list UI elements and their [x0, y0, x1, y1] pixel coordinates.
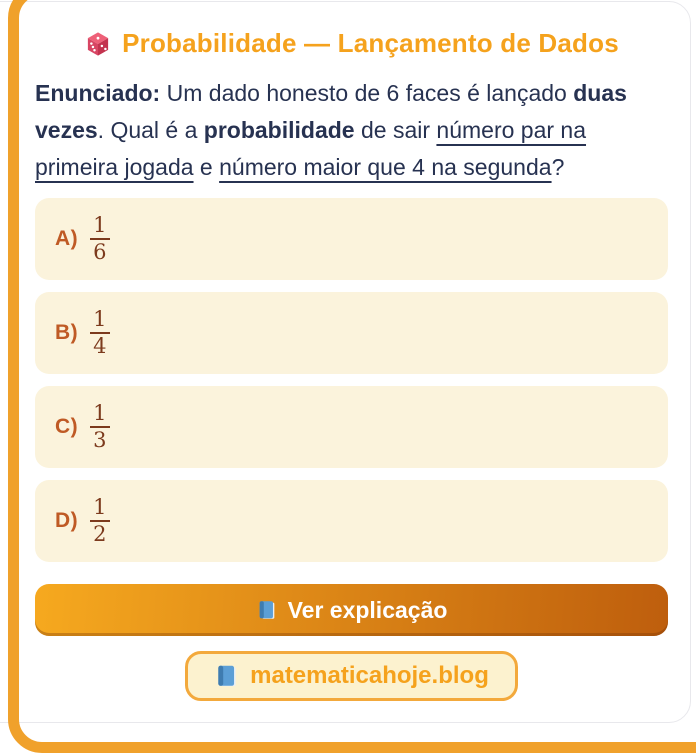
question-segment: probabilidade — [203, 117, 355, 143]
fraction-denominator: 4 — [90, 332, 109, 359]
question-segment: número maior que 4 na segunda — [219, 154, 552, 180]
explain-button[interactable] — [35, 584, 668, 636]
question-segment: ? — [551, 154, 565, 180]
question-segment: de sair — [354, 117, 437, 143]
fraction-numerator: 1 — [93, 494, 107, 519]
site-badge[interactable] — [185, 651, 518, 701]
question-segment: duas vezes — [35, 80, 627, 143]
answer-option[interactable] — [35, 198, 668, 280]
fraction-numerator: 1 — [93, 400, 107, 425]
option-label: D) — [55, 509, 79, 532]
question-text — [35, 75, 668, 186]
option-fraction — [90, 401, 109, 453]
option-label: B) — [55, 321, 79, 344]
fraction-denominator: 3 — [90, 426, 109, 453]
answer-option[interactable] — [35, 480, 668, 562]
question-segment: e — [193, 154, 220, 180]
footer — [35, 651, 668, 701]
fraction-numerator: 1 — [93, 212, 107, 237]
question-segment: . Qual é a — [97, 117, 204, 143]
option-label: A) — [55, 227, 79, 250]
site-badge-label: matematicahoje.blog — [250, 662, 489, 689]
option-fraction — [90, 307, 109, 359]
option-fraction — [90, 495, 109, 547]
explain-button-label: Ver explicação — [287, 596, 448, 623]
page-title — [35, 28, 668, 59]
question-segment: Enunciado: — [35, 80, 161, 106]
book-icon — [214, 663, 240, 689]
page-title-text: Probabilidade — Lançamento de Dados — [122, 28, 619, 58]
fraction-numerator: 1 — [93, 306, 107, 331]
game-die-icon — [84, 30, 112, 58]
fraction-denominator: 2 — [90, 520, 109, 547]
fraction-denominator: 6 — [90, 238, 109, 265]
book-icon — [256, 599, 278, 621]
answer-option[interactable] — [35, 386, 668, 468]
question-segment: Um dado honesto de 6 faces é lançado — [160, 80, 574, 106]
answer-option[interactable] — [35, 292, 668, 374]
question-segment: número par na primeira jogada — [35, 117, 587, 180]
options-list — [35, 198, 668, 562]
option-fraction — [90, 213, 109, 265]
option-label: C) — [55, 415, 79, 438]
